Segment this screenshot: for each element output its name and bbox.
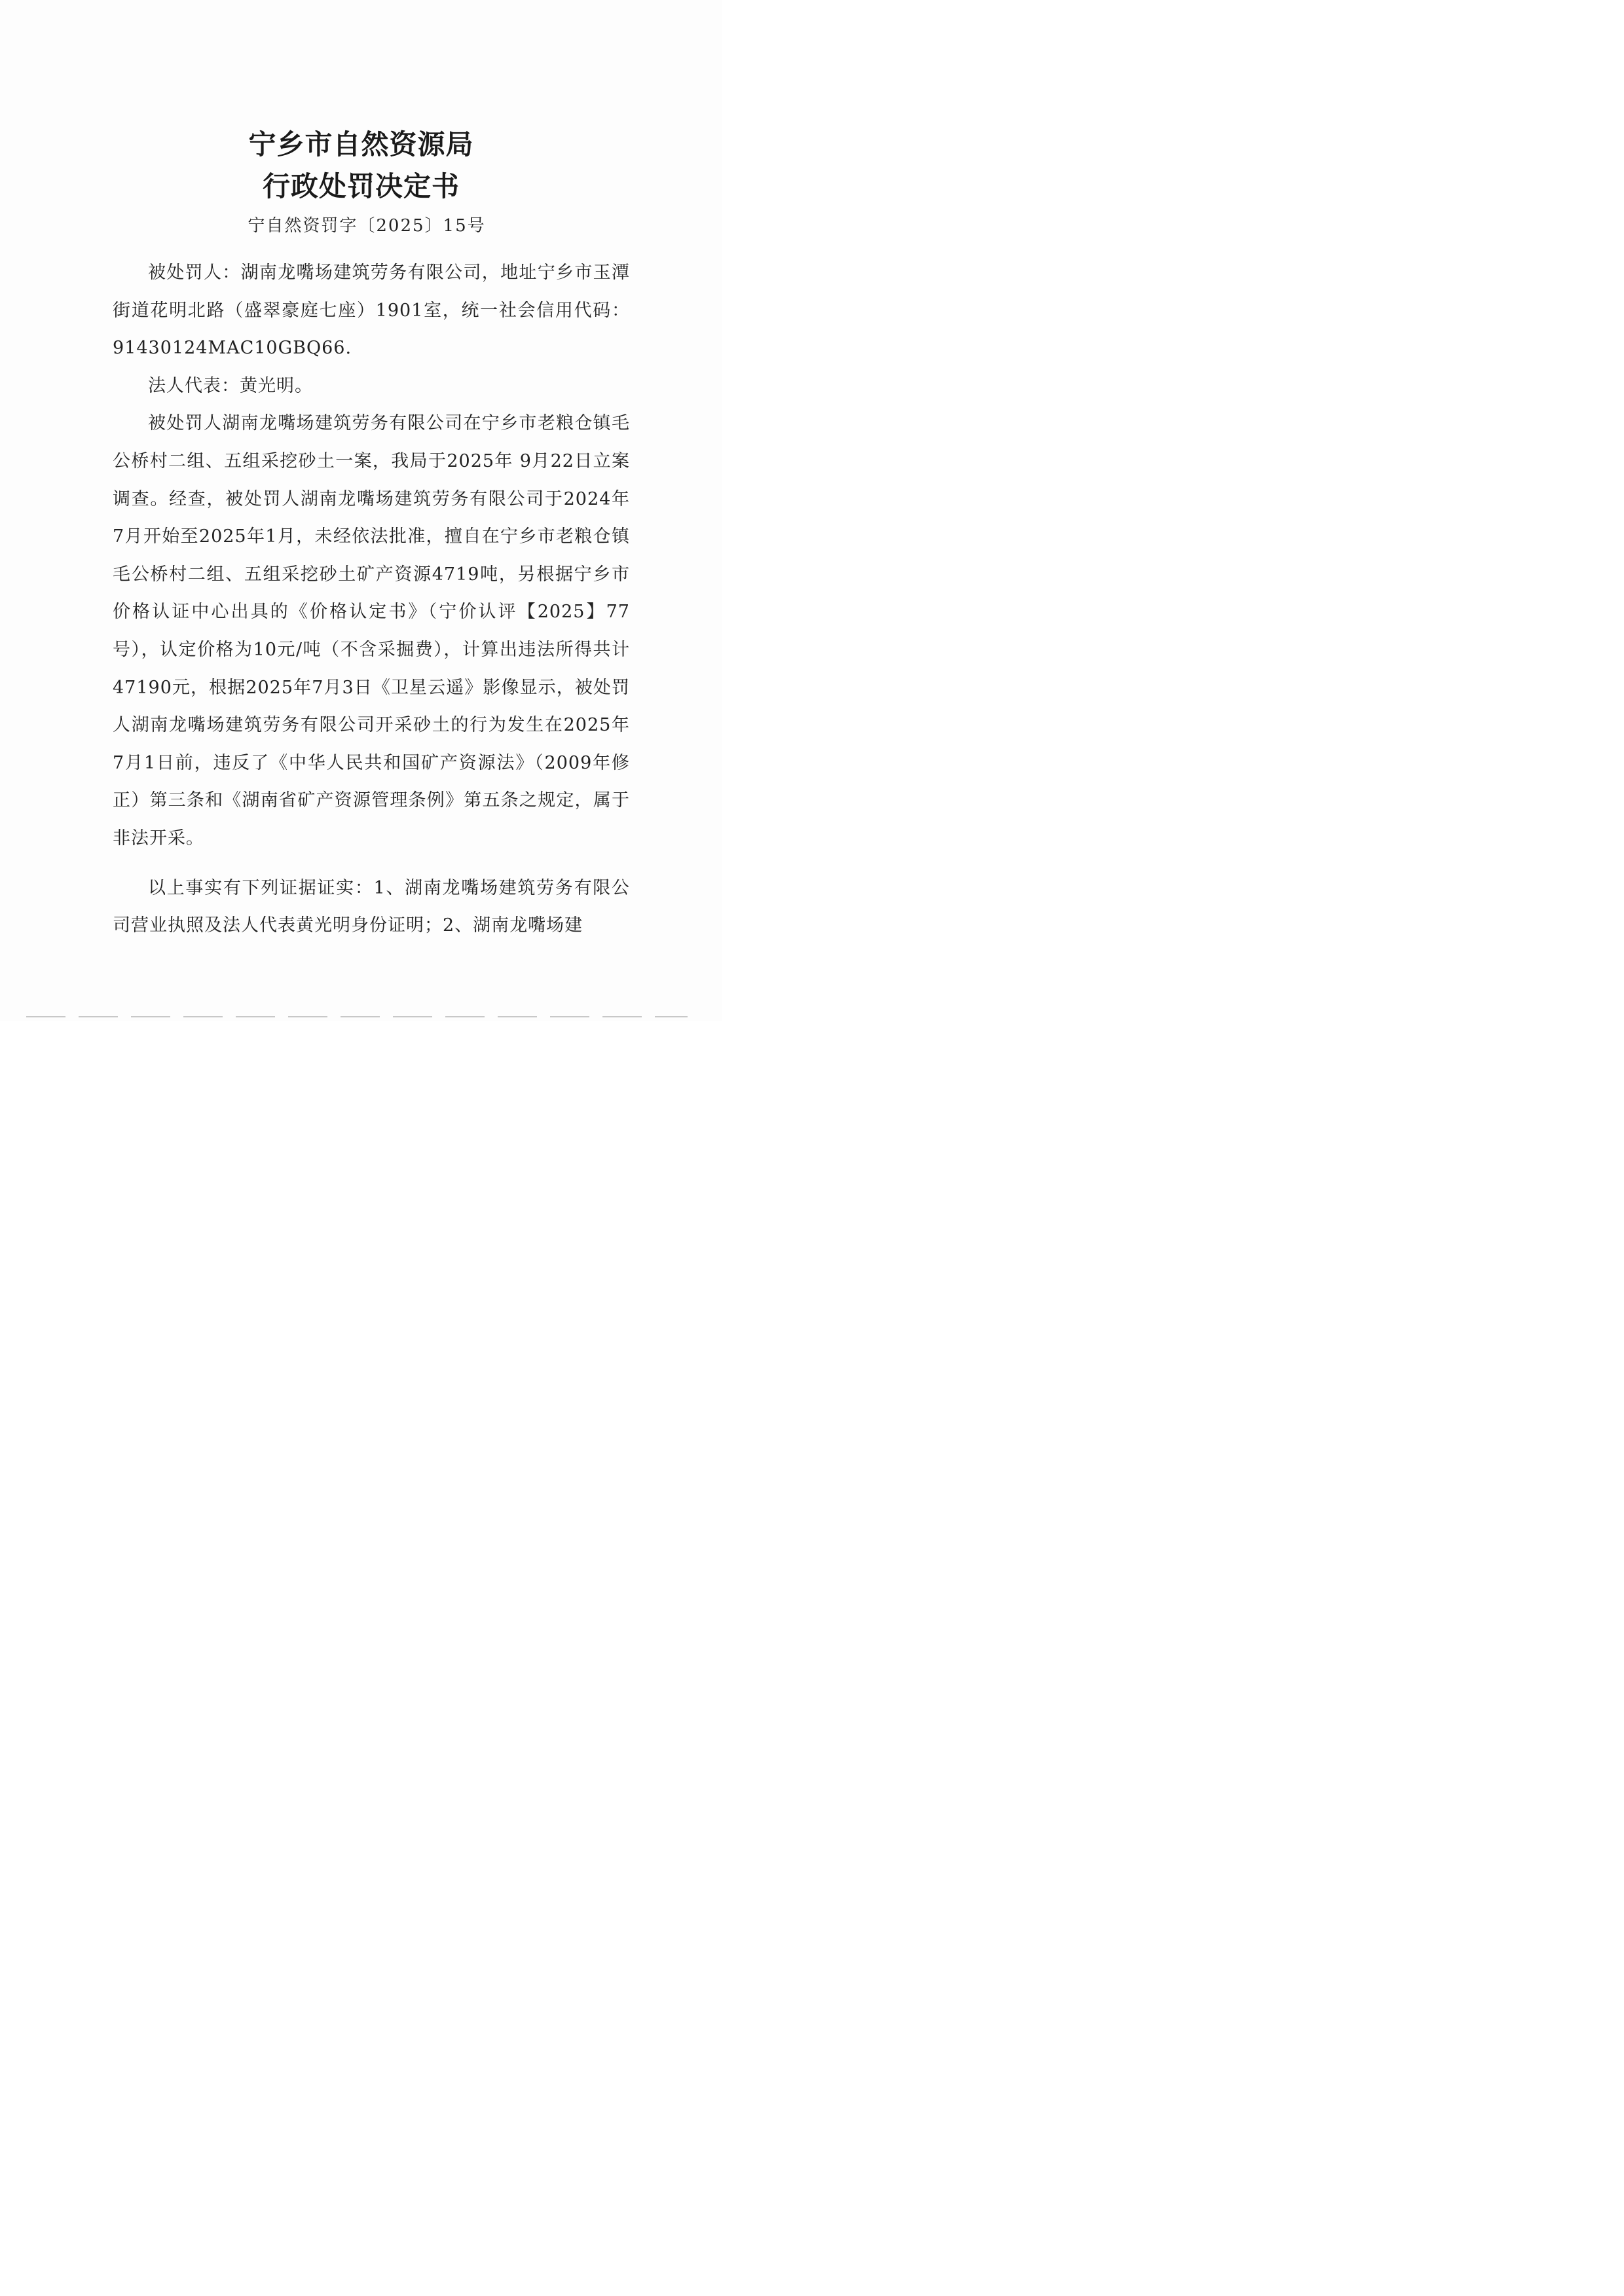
- paragraph-respondent: 被处罚人：湖南龙嘴场建筑劳务有限公司，地址宁乡市玉潭街道花明北路（盛翠豪庭七座）1901室，统一社会信用代码：91430124MAC10GBQ66.: [113, 263, 630, 359]
- scan-edge-line: [26, 1016, 688, 1017]
- document-body: [113, 254, 630, 945]
- document-title: 行政处罚决定书: [262, 170, 460, 202]
- issuer-title: 宁乡市自然资源局: [248, 128, 474, 160]
- paragraph-evidence: 以上事实有下列证据证实：1、湖南龙嘴场建筑劳务有限公司营业执照及法人代表黄光明身份证明；2、湖南龙嘴场建: [113, 877, 630, 936]
- document-page: [0, 0, 722, 1021]
- paragraph-facts: 被处罚人湖南龙嘴场建筑劳务有限公司在宁乡市老粮仓镇毛公桥村二组、五组采挖砂土一案，我局于2025年 9月22日立案调查。经查，被处罚人湖南龙嘴场建筑劳务有限公司于2024年7月开始至2025年1月，未经依法批准，擅自在宁乡市老粮仓镇毛公桥村二组、五组采挖砂土矿产资源4719吨，另根据宁乡市价格认证中心出具的《价格认定书》（宁价认评【2025】77号），认定价格为10元/吨（不含采掘费），计算出违法所得共计47190元，根据2025年7月3日《卫星云遥》影像显示，被处罚人湖南龙嘴场建筑劳务有限公司开采砂土的行为发生在2025年7月1日前，违反了《中华人民共和国矿产资源法》（2009年修正）第三条和《湖南省矿产资源管理条例》第五条之规定，属于非法开采。: [113, 413, 630, 848]
- document-number: 宁自然资罚字〔2025〕15号: [248, 216, 486, 236]
- paragraph-legal-rep: 法人代表：黄光明。: [148, 375, 313, 396]
